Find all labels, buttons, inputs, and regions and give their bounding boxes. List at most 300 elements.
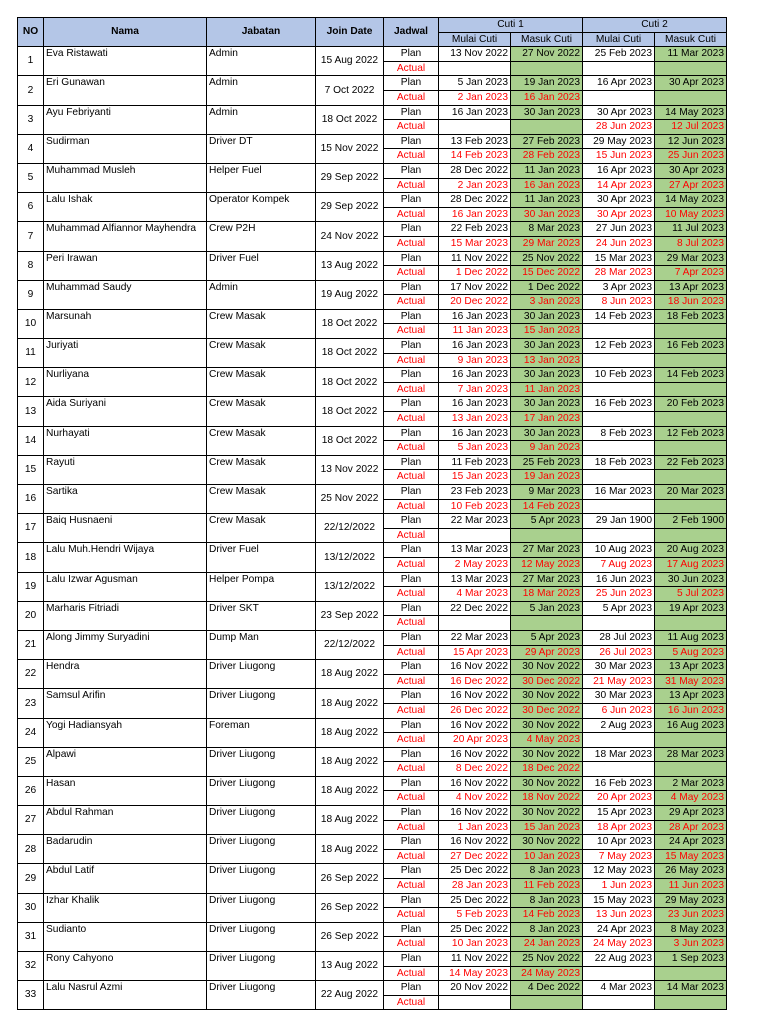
- schedule-actual-label[interactable]: Actual: [384, 382, 439, 397]
- schedule-plan-label[interactable]: Plan: [384, 981, 439, 996]
- cuti1-mulai-plan-cell[interactable]: 11 Nov 2022: [439, 952, 511, 967]
- schedule-plan-label[interactable]: Plan: [384, 572, 439, 587]
- schedule-plan-label[interactable]: Plan: [384, 309, 439, 324]
- cuti2-mulai-plan-cell[interactable]: 10 Apr 2023: [583, 835, 655, 850]
- cuti1-mulai-plan-cell[interactable]: 28 Dec 2022: [439, 193, 511, 208]
- cuti1-mulai-plan-cell[interactable]: 22 Mar 2023: [439, 630, 511, 645]
- cuti2-masuk-actual-cell[interactable]: [655, 499, 727, 514]
- row-number-cell[interactable]: 20: [18, 601, 44, 630]
- row-number-cell[interactable]: 25: [18, 747, 44, 776]
- cuti2-masuk-actual-cell[interactable]: [655, 382, 727, 397]
- cuti2-mulai-plan-cell[interactable]: 15 May 2023: [583, 893, 655, 908]
- cuti2-masuk-plan-cell[interactable]: 30 Apr 2023: [655, 163, 727, 178]
- cuti1-mulai-actual-cell[interactable]: 1 Jan 2023: [439, 820, 511, 835]
- cuti1-masuk-actual-cell[interactable]: 9 Jan 2023: [511, 441, 583, 456]
- cuti1-mulai-actual-cell[interactable]: 7 Jan 2023: [439, 382, 511, 397]
- cuti2-mulai-actual-cell[interactable]: 26 Jul 2023: [583, 645, 655, 660]
- schedule-plan-label[interactable]: Plan: [384, 660, 439, 675]
- position-cell[interactable]: Operator Kompek: [207, 193, 316, 222]
- cuti1-mulai-actual-cell[interactable]: 5 Feb 2023: [439, 908, 511, 923]
- schedule-plan-label[interactable]: Plan: [384, 339, 439, 354]
- cuti2-mulai-plan-cell[interactable]: 22 Aug 2023: [583, 952, 655, 967]
- employee-name-cell[interactable]: Muhammad Saudy: [44, 280, 207, 309]
- row-number-cell[interactable]: 9: [18, 280, 44, 309]
- employee-name-cell[interactable]: Rony Cahyono: [44, 952, 207, 981]
- cuti1-mulai-actual-cell[interactable]: 4 Mar 2023: [439, 587, 511, 602]
- schedule-actual-label[interactable]: Actual: [384, 966, 439, 981]
- schedule-plan-label[interactable]: Plan: [384, 776, 439, 791]
- cuti1-mulai-actual-cell[interactable]: 2 May 2023: [439, 557, 511, 572]
- cuti2-masuk-actual-cell[interactable]: 5 Aug 2023: [655, 645, 727, 660]
- employee-name-cell[interactable]: Lalu Izwar Agusman: [44, 572, 207, 601]
- cuti2-masuk-actual-cell[interactable]: 28 Apr 2023: [655, 820, 727, 835]
- cuti2-mulai-actual-cell[interactable]: 8 Jun 2023: [583, 295, 655, 310]
- cuti2-masuk-plan-cell[interactable]: 30 Jun 2023: [655, 572, 727, 587]
- cuti1-mulai-actual-cell[interactable]: 16 Dec 2022: [439, 674, 511, 689]
- cuti2-masuk-plan-cell[interactable]: 13 Apr 2023: [655, 280, 727, 295]
- cuti2-mulai-actual-cell[interactable]: [583, 382, 655, 397]
- schedule-actual-label[interactable]: Actual: [384, 733, 439, 748]
- schedule-plan-label[interactable]: Plan: [384, 426, 439, 441]
- schedule-plan-label[interactable]: Plan: [384, 835, 439, 850]
- schedule-plan-label[interactable]: Plan: [384, 193, 439, 208]
- cuti1-mulai-plan-cell[interactable]: 23 Feb 2023: [439, 485, 511, 500]
- cuti1-masuk-plan-cell[interactable]: 8 Jan 2023: [511, 893, 583, 908]
- cuti1-masuk-plan-cell[interactable]: 5 Apr 2023: [511, 630, 583, 645]
- row-number-cell[interactable]: 30: [18, 893, 44, 922]
- cuti1-masuk-plan-cell[interactable]: 27 Mar 2023: [511, 572, 583, 587]
- schedule-actual-label[interactable]: Actual: [384, 236, 439, 251]
- cuti1-mulai-plan-cell[interactable]: 13 Feb 2023: [439, 134, 511, 149]
- employee-name-cell[interactable]: Hendra: [44, 660, 207, 689]
- schedule-actual-label[interactable]: Actual: [384, 295, 439, 310]
- row-number-cell[interactable]: 3: [18, 105, 44, 134]
- cuti1-masuk-plan-cell[interactable]: 11 Jan 2023: [511, 193, 583, 208]
- employee-name-cell[interactable]: Abdul Rahman: [44, 806, 207, 835]
- position-cell[interactable]: Driver SKT: [207, 601, 316, 630]
- cuti2-masuk-plan-cell[interactable]: 28 Mar 2023: [655, 747, 727, 762]
- row-number-cell[interactable]: 19: [18, 572, 44, 601]
- cuti1-mulai-actual-cell[interactable]: 14 May 2023: [439, 966, 511, 981]
- cuti2-mulai-actual-cell[interactable]: 20 Apr 2023: [583, 791, 655, 806]
- schedule-actual-label[interactable]: Actual: [384, 528, 439, 543]
- cuti2-masuk-plan-cell[interactable]: 11 Aug 2023: [655, 630, 727, 645]
- cuti1-masuk-plan-cell[interactable]: 4 Dec 2022: [511, 981, 583, 996]
- row-number-cell[interactable]: 22: [18, 660, 44, 689]
- cuti1-mulai-actual-cell[interactable]: 13 Jan 2023: [439, 412, 511, 427]
- join-date-cell[interactable]: 24 Nov 2022: [316, 222, 384, 251]
- row-number-cell[interactable]: 2: [18, 76, 44, 105]
- cuti2-mulai-actual-cell[interactable]: [583, 995, 655, 1010]
- employee-name-cell[interactable]: Abdul Latif: [44, 864, 207, 893]
- cuti1-mulai-plan-cell[interactable]: 25 Dec 2022: [439, 922, 511, 937]
- cuti1-masuk-plan-cell[interactable]: 25 Feb 2023: [511, 455, 583, 470]
- cuti2-mulai-plan-cell[interactable]: 16 Mar 2023: [583, 485, 655, 500]
- cuti1-masuk-actual-cell[interactable]: 3 Jan 2023: [511, 295, 583, 310]
- schedule-plan-label[interactable]: Plan: [384, 251, 439, 266]
- row-number-cell[interactable]: 6: [18, 193, 44, 222]
- cuti1-mulai-plan-cell[interactable]: 22 Feb 2023: [439, 222, 511, 237]
- col-header-join-date[interactable]: Join Date: [316, 18, 384, 47]
- cuti1-mulai-plan-cell[interactable]: 5 Jan 2023: [439, 76, 511, 91]
- cuti1-masuk-actual-cell[interactable]: [511, 120, 583, 135]
- cuti1-mulai-plan-cell[interactable]: 13 Nov 2022: [439, 47, 511, 62]
- cuti2-masuk-actual-cell[interactable]: [655, 616, 727, 631]
- join-date-cell[interactable]: 18 Oct 2022: [316, 397, 384, 426]
- cuti2-mulai-actual-cell[interactable]: [583, 499, 655, 514]
- cuti2-masuk-plan-cell[interactable]: 18 Feb 2023: [655, 309, 727, 324]
- cuti2-masuk-actual-cell[interactable]: [655, 441, 727, 456]
- cuti1-masuk-plan-cell[interactable]: 30 Jan 2023: [511, 105, 583, 120]
- position-cell[interactable]: Admin: [207, 280, 316, 309]
- cuti2-mulai-actual-cell[interactable]: 7 Aug 2023: [583, 557, 655, 572]
- cuti2-masuk-plan-cell[interactable]: 16 Feb 2023: [655, 339, 727, 354]
- employee-name-cell[interactable]: Aida Suriyani: [44, 397, 207, 426]
- cuti2-masuk-actual-cell[interactable]: 12 Jul 2023: [655, 120, 727, 135]
- cuti1-masuk-plan-cell[interactable]: 25 Nov 2022: [511, 251, 583, 266]
- cuti2-mulai-plan-cell[interactable]: 4 Mar 2023: [583, 981, 655, 996]
- row-number-cell[interactable]: 32: [18, 952, 44, 981]
- cuti2-mulai-actual-cell[interactable]: [583, 528, 655, 543]
- position-cell[interactable]: Crew Masak: [207, 339, 316, 368]
- col-header-cuti1-mulai[interactable]: Mulai Cuti: [439, 32, 511, 47]
- cuti2-masuk-actual-cell[interactable]: 18 Jun 2023: [655, 295, 727, 310]
- cuti1-mulai-actual-cell[interactable]: 2 Jan 2023: [439, 90, 511, 105]
- cuti2-masuk-actual-cell[interactable]: [655, 353, 727, 368]
- cuti1-mulai-plan-cell[interactable]: 16 Jan 2023: [439, 309, 511, 324]
- cuti1-mulai-plan-cell[interactable]: 16 Nov 2022: [439, 718, 511, 733]
- cuti2-masuk-plan-cell[interactable]: 8 May 2023: [655, 922, 727, 937]
- cuti2-masuk-plan-cell[interactable]: 1 Sep 2023: [655, 952, 727, 967]
- cuti1-mulai-plan-cell[interactable]: 16 Nov 2022: [439, 776, 511, 791]
- cuti2-masuk-plan-cell[interactable]: 14 May 2023: [655, 105, 727, 120]
- cuti1-mulai-plan-cell[interactable]: 16 Nov 2022: [439, 660, 511, 675]
- cuti1-masuk-actual-cell[interactable]: 11 Jan 2023: [511, 382, 583, 397]
- cuti1-masuk-actual-cell[interactable]: 10 Jan 2023: [511, 849, 583, 864]
- employee-name-cell[interactable]: Nurliyana: [44, 368, 207, 397]
- schedule-actual-label[interactable]: Actual: [384, 120, 439, 135]
- cuti2-masuk-actual-cell[interactable]: 8 Jul 2023: [655, 236, 727, 251]
- position-cell[interactable]: Crew Masak: [207, 485, 316, 514]
- employee-name-cell[interactable]: Along Jimmy Suryadini: [44, 630, 207, 659]
- cuti2-masuk-plan-cell[interactable]: 20 Feb 2023: [655, 397, 727, 412]
- cuti1-mulai-actual-cell[interactable]: 9 Jan 2023: [439, 353, 511, 368]
- cuti1-mulai-actual-cell[interactable]: 15 Mar 2023: [439, 236, 511, 251]
- join-date-cell[interactable]: 15 Aug 2022: [316, 47, 384, 76]
- join-date-cell[interactable]: 26 Sep 2022: [316, 922, 384, 951]
- cuti2-masuk-actual-cell[interactable]: [655, 324, 727, 339]
- cuti2-masuk-actual-cell[interactable]: [655, 528, 727, 543]
- employee-name-cell[interactable]: Izhar Khalik: [44, 893, 207, 922]
- employee-name-cell[interactable]: Samsul Arifin: [44, 689, 207, 718]
- cuti2-masuk-actual-cell[interactable]: 10 May 2023: [655, 207, 727, 222]
- position-cell[interactable]: Dump Man: [207, 630, 316, 659]
- cuti1-masuk-actual-cell[interactable]: 24 May 2023: [511, 966, 583, 981]
- cuti1-masuk-plan-cell[interactable]: 9 Mar 2023: [511, 485, 583, 500]
- cuti1-masuk-actual-cell[interactable]: 16 Jan 2023: [511, 178, 583, 193]
- employee-name-cell[interactable]: Nurhayati: [44, 426, 207, 455]
- cuti2-masuk-plan-cell[interactable]: 20 Aug 2023: [655, 543, 727, 558]
- employee-name-cell[interactable]: Baiq Husnaeni: [44, 514, 207, 543]
- cuti1-masuk-plan-cell[interactable]: 11 Jan 2023: [511, 163, 583, 178]
- cuti2-mulai-plan-cell[interactable]: 14 Feb 2023: [583, 309, 655, 324]
- employee-name-cell[interactable]: Hasan: [44, 776, 207, 805]
- cuti2-mulai-plan-cell[interactable]: 30 Mar 2023: [583, 660, 655, 675]
- cuti2-masuk-actual-cell[interactable]: [655, 995, 727, 1010]
- schedule-actual-label[interactable]: Actual: [384, 645, 439, 660]
- cuti2-mulai-actual-cell[interactable]: [583, 470, 655, 485]
- cuti2-mulai-plan-cell[interactable]: 12 May 2023: [583, 864, 655, 879]
- join-date-cell[interactable]: 19 Aug 2022: [316, 280, 384, 309]
- cuti2-masuk-plan-cell[interactable]: 12 Feb 2023: [655, 426, 727, 441]
- cuti1-mulai-actual-cell[interactable]: [439, 616, 511, 631]
- cuti1-mulai-actual-cell[interactable]: 14 Feb 2023: [439, 149, 511, 164]
- cuti1-mulai-actual-cell[interactable]: 4 Nov 2022: [439, 791, 511, 806]
- cuti2-masuk-actual-cell[interactable]: [655, 412, 727, 427]
- cuti2-mulai-plan-cell[interactable]: 3 Apr 2023: [583, 280, 655, 295]
- cuti1-masuk-actual-cell[interactable]: 29 Mar 2023: [511, 236, 583, 251]
- cuti1-masuk-plan-cell[interactable]: 30 Nov 2022: [511, 718, 583, 733]
- cuti2-masuk-plan-cell[interactable]: 11 Mar 2023: [655, 47, 727, 62]
- cuti1-masuk-plan-cell[interactable]: 30 Nov 2022: [511, 835, 583, 850]
- cuti2-masuk-actual-cell[interactable]: 15 May 2023: [655, 849, 727, 864]
- cuti2-mulai-actual-cell[interactable]: 7 May 2023: [583, 849, 655, 864]
- cuti2-masuk-plan-cell[interactable]: 2 Feb 1900: [655, 514, 727, 529]
- schedule-actual-label[interactable]: Actual: [384, 820, 439, 835]
- cuti2-masuk-actual-cell[interactable]: [655, 90, 727, 105]
- cuti2-mulai-actual-cell[interactable]: 24 Jun 2023: [583, 236, 655, 251]
- cuti2-masuk-actual-cell[interactable]: [655, 966, 727, 981]
- cuti2-mulai-plan-cell[interactable]: 5 Apr 2023: [583, 601, 655, 616]
- cuti1-masuk-actual-cell[interactable]: 15 Dec 2022: [511, 266, 583, 281]
- position-cell[interactable]: Driver Fuel: [207, 251, 316, 280]
- cuti2-mulai-actual-cell[interactable]: 13 Jun 2023: [583, 908, 655, 923]
- schedule-plan-label[interactable]: Plan: [384, 514, 439, 529]
- cuti1-mulai-plan-cell[interactable]: 11 Feb 2023: [439, 455, 511, 470]
- cuti1-mulai-actual-cell[interactable]: 20 Dec 2022: [439, 295, 511, 310]
- cuti1-masuk-plan-cell[interactable]: 30 Nov 2022: [511, 776, 583, 791]
- join-date-cell[interactable]: 29 Sep 2022: [316, 193, 384, 222]
- employee-name-cell[interactable]: Juriyati: [44, 339, 207, 368]
- cuti1-masuk-actual-cell[interactable]: 18 Mar 2023: [511, 587, 583, 602]
- cuti2-masuk-plan-cell[interactable]: 22 Feb 2023: [655, 455, 727, 470]
- row-number-cell[interactable]: 26: [18, 776, 44, 805]
- join-date-cell[interactable]: 13 Nov 2022: [316, 455, 384, 484]
- cuti1-mulai-plan-cell[interactable]: 16 Jan 2023: [439, 426, 511, 441]
- position-cell[interactable]: Admin: [207, 47, 316, 76]
- cuti1-masuk-actual-cell[interactable]: 30 Jan 2023: [511, 207, 583, 222]
- cuti2-masuk-actual-cell[interactable]: 3 Jun 2023: [655, 937, 727, 952]
- schedule-actual-label[interactable]: Actual: [384, 149, 439, 164]
- position-cell[interactable]: Crew Masak: [207, 426, 316, 455]
- row-number-cell[interactable]: 8: [18, 251, 44, 280]
- cuti2-mulai-plan-cell[interactable]: 30 Mar 2023: [583, 689, 655, 704]
- cuti1-mulai-actual-cell[interactable]: 5 Jan 2023: [439, 441, 511, 456]
- join-date-cell[interactable]: 25 Nov 2022: [316, 485, 384, 514]
- cuti1-masuk-actual-cell[interactable]: 29 Apr 2023: [511, 645, 583, 660]
- join-date-cell[interactable]: 18 Oct 2022: [316, 339, 384, 368]
- cuti1-mulai-actual-cell[interactable]: 11 Jan 2023: [439, 324, 511, 339]
- cuti2-mulai-plan-cell[interactable]: 16 Apr 2023: [583, 163, 655, 178]
- schedule-plan-label[interactable]: Plan: [384, 397, 439, 412]
- cuti2-masuk-plan-cell[interactable]: 29 May 2023: [655, 893, 727, 908]
- cuti2-masuk-plan-cell[interactable]: 19 Apr 2023: [655, 601, 727, 616]
- cuti2-mulai-actual-cell[interactable]: [583, 61, 655, 76]
- schedule-plan-label[interactable]: Plan: [384, 893, 439, 908]
- cuti1-mulai-actual-cell[interactable]: 8 Dec 2022: [439, 762, 511, 777]
- cuti1-mulai-actual-cell[interactable]: 20 Apr 2023: [439, 733, 511, 748]
- cuti1-mulai-plan-cell[interactable]: 16 Jan 2023: [439, 368, 511, 383]
- cuti2-mulai-actual-cell[interactable]: [583, 90, 655, 105]
- schedule-actual-label[interactable]: Actual: [384, 908, 439, 923]
- cuti1-masuk-actual-cell[interactable]: 18 Dec 2022: [511, 762, 583, 777]
- cuti1-mulai-actual-cell[interactable]: 26 Dec 2022: [439, 703, 511, 718]
- cuti2-mulai-plan-cell[interactable]: 24 Apr 2023: [583, 922, 655, 937]
- position-cell[interactable]: Driver Fuel: [207, 543, 316, 572]
- cuti1-masuk-plan-cell[interactable]: 30 Nov 2022: [511, 806, 583, 821]
- schedule-actual-label[interactable]: Actual: [384, 266, 439, 281]
- cuti2-mulai-actual-cell[interactable]: [583, 733, 655, 748]
- cuti2-masuk-actual-cell[interactable]: 5 Jul 2023: [655, 587, 727, 602]
- position-cell[interactable]: Driver Liugong: [207, 922, 316, 951]
- employee-name-cell[interactable]: Peri Irawan: [44, 251, 207, 280]
- cuti1-masuk-actual-cell[interactable]: [511, 528, 583, 543]
- cuti1-mulai-plan-cell[interactable]: 16 Nov 2022: [439, 689, 511, 704]
- cuti1-mulai-plan-cell[interactable]: 13 Mar 2023: [439, 572, 511, 587]
- row-number-cell[interactable]: 28: [18, 835, 44, 864]
- cuti2-mulai-plan-cell[interactable]: 10 Aug 2023: [583, 543, 655, 558]
- cuti2-masuk-actual-cell[interactable]: [655, 733, 727, 748]
- schedule-plan-label[interactable]: Plan: [384, 47, 439, 62]
- cuti2-mulai-actual-cell[interactable]: [583, 762, 655, 777]
- col-header-cuti-1[interactable]: Cuti 1: [439, 18, 583, 33]
- row-number-cell[interactable]: 1: [18, 47, 44, 76]
- schedule-plan-label[interactable]: Plan: [384, 630, 439, 645]
- position-cell[interactable]: Driver Liugong: [207, 864, 316, 893]
- join-date-cell[interactable]: 18 Aug 2022: [316, 835, 384, 864]
- position-cell[interactable]: Helper Pompa: [207, 572, 316, 601]
- join-date-cell[interactable]: 22/12/2022: [316, 630, 384, 659]
- cuti1-masuk-actual-cell[interactable]: 30 Dec 2022: [511, 674, 583, 689]
- cuti2-masuk-plan-cell[interactable]: 29 Apr 2023: [655, 806, 727, 821]
- cuti1-mulai-actual-cell[interactable]: [439, 528, 511, 543]
- cuti2-mulai-plan-cell[interactable]: 29 May 2023: [583, 134, 655, 149]
- cuti2-mulai-actual-cell[interactable]: 15 Jun 2023: [583, 149, 655, 164]
- cuti2-masuk-actual-cell[interactable]: 4 May 2023: [655, 791, 727, 806]
- schedule-plan-label[interactable]: Plan: [384, 806, 439, 821]
- cuti2-masuk-plan-cell[interactable]: 14 Mar 2023: [655, 981, 727, 996]
- cuti1-masuk-plan-cell[interactable]: 30 Nov 2022: [511, 660, 583, 675]
- col-header-cuti1-masuk[interactable]: Masuk Cuti: [511, 32, 583, 47]
- position-cell[interactable]: Driver Liugong: [207, 689, 316, 718]
- cuti1-mulai-actual-cell[interactable]: 27 Dec 2022: [439, 849, 511, 864]
- schedule-plan-label[interactable]: Plan: [384, 718, 439, 733]
- cuti1-masuk-actual-cell[interactable]: 14 Feb 2023: [511, 908, 583, 923]
- row-number-cell[interactable]: 10: [18, 309, 44, 338]
- cuti1-masuk-plan-cell[interactable]: 30 Jan 2023: [511, 368, 583, 383]
- row-number-cell[interactable]: 5: [18, 163, 44, 192]
- row-number-cell[interactable]: 7: [18, 222, 44, 251]
- schedule-actual-label[interactable]: Actual: [384, 674, 439, 689]
- position-cell[interactable]: Crew Masak: [207, 368, 316, 397]
- cuti2-masuk-actual-cell[interactable]: 17 Aug 2023: [655, 557, 727, 572]
- cuti1-mulai-plan-cell[interactable]: 25 Dec 2022: [439, 864, 511, 879]
- cuti1-masuk-actual-cell[interactable]: 11 Feb 2023: [511, 879, 583, 894]
- cuti2-masuk-plan-cell[interactable]: 2 Mar 2023: [655, 776, 727, 791]
- cuti1-mulai-plan-cell[interactable]: 16 Jan 2023: [439, 397, 511, 412]
- join-date-cell[interactable]: 18 Aug 2022: [316, 689, 384, 718]
- cuti1-masuk-actual-cell[interactable]: 4 May 2023: [511, 733, 583, 748]
- cuti1-mulai-plan-cell[interactable]: 16 Jan 2023: [439, 339, 511, 354]
- employee-name-cell[interactable]: Lalu Ishak: [44, 193, 207, 222]
- schedule-plan-label[interactable]: Plan: [384, 952, 439, 967]
- cuti2-mulai-actual-cell[interactable]: 24 May 2023: [583, 937, 655, 952]
- cuti1-mulai-plan-cell[interactable]: 17 Nov 2022: [439, 280, 511, 295]
- cuti2-masuk-actual-cell[interactable]: 25 Jun 2023: [655, 149, 727, 164]
- schedule-actual-label[interactable]: Actual: [384, 587, 439, 602]
- cuti1-masuk-plan-cell[interactable]: 30 Jan 2023: [511, 309, 583, 324]
- cuti1-masuk-actual-cell[interactable]: 15 Jan 2023: [511, 324, 583, 339]
- cuti2-masuk-actual-cell[interactable]: 27 Apr 2023: [655, 178, 727, 193]
- cuti2-mulai-plan-cell[interactable]: 16 Jun 2023: [583, 572, 655, 587]
- row-number-cell[interactable]: 15: [18, 455, 44, 484]
- schedule-actual-label[interactable]: Actual: [384, 324, 439, 339]
- cuti1-masuk-plan-cell[interactable]: 30 Jan 2023: [511, 397, 583, 412]
- cuti1-masuk-actual-cell[interactable]: 17 Jan 2023: [511, 412, 583, 427]
- col-header-cuti-2[interactable]: Cuti 2: [583, 18, 727, 33]
- schedule-plan-label[interactable]: Plan: [384, 368, 439, 383]
- cuti2-mulai-plan-cell[interactable]: 10 Feb 2023: [583, 368, 655, 383]
- row-number-cell[interactable]: 23: [18, 689, 44, 718]
- position-cell[interactable]: Crew Masak: [207, 309, 316, 338]
- cuti1-mulai-plan-cell[interactable]: 28 Dec 2022: [439, 163, 511, 178]
- row-number-cell[interactable]: 21: [18, 630, 44, 659]
- cuti1-masuk-actual-cell[interactable]: [511, 61, 583, 76]
- cuti1-masuk-plan-cell[interactable]: 30 Jan 2023: [511, 339, 583, 354]
- cuti2-mulai-actual-cell[interactable]: 1 Jun 2023: [583, 879, 655, 894]
- employee-name-cell[interactable]: Badarudin: [44, 835, 207, 864]
- cuti1-mulai-plan-cell[interactable]: 25 Dec 2022: [439, 893, 511, 908]
- join-date-cell[interactable]: 18 Oct 2022: [316, 105, 384, 134]
- cuti1-masuk-actual-cell[interactable]: 18 Nov 2022: [511, 791, 583, 806]
- row-number-cell[interactable]: 11: [18, 339, 44, 368]
- schedule-actual-label[interactable]: Actual: [384, 849, 439, 864]
- schedule-plan-label[interactable]: Plan: [384, 601, 439, 616]
- cuti1-mulai-actual-cell[interactable]: 28 Jan 2023: [439, 879, 511, 894]
- cuti2-masuk-plan-cell[interactable]: 12 Jun 2023: [655, 134, 727, 149]
- cuti1-masuk-actual-cell[interactable]: 28 Feb 2023: [511, 149, 583, 164]
- employee-name-cell[interactable]: Sartika: [44, 485, 207, 514]
- cuti1-mulai-plan-cell[interactable]: 20 Nov 2022: [439, 981, 511, 996]
- position-cell[interactable]: Crew P2H: [207, 222, 316, 251]
- cuti2-mulai-plan-cell[interactable]: 8 Feb 2023: [583, 426, 655, 441]
- join-date-cell[interactable]: 26 Sep 2022: [316, 864, 384, 893]
- cuti2-mulai-actual-cell[interactable]: 25 Jun 2023: [583, 587, 655, 602]
- col-header-no[interactable]: NO: [18, 18, 44, 47]
- join-date-cell[interactable]: 7 Oct 2022: [316, 76, 384, 105]
- schedule-actual-label[interactable]: Actual: [384, 90, 439, 105]
- schedule-actual-label[interactable]: Actual: [384, 61, 439, 76]
- employee-name-cell[interactable]: Rayuti: [44, 455, 207, 484]
- cuti2-mulai-plan-cell[interactable]: 25 Feb 2023: [583, 47, 655, 62]
- join-date-cell[interactable]: 22/12/2022: [316, 514, 384, 543]
- row-number-cell[interactable]: 27: [18, 806, 44, 835]
- employee-name-cell[interactable]: Lalu Nasrul Azmi: [44, 981, 207, 1010]
- cuti1-masuk-actual-cell[interactable]: 15 Jan 2023: [511, 820, 583, 835]
- cuti1-mulai-plan-cell[interactable]: 11 Nov 2022: [439, 251, 511, 266]
- schedule-plan-label[interactable]: Plan: [384, 543, 439, 558]
- row-number-cell[interactable]: 4: [18, 134, 44, 163]
